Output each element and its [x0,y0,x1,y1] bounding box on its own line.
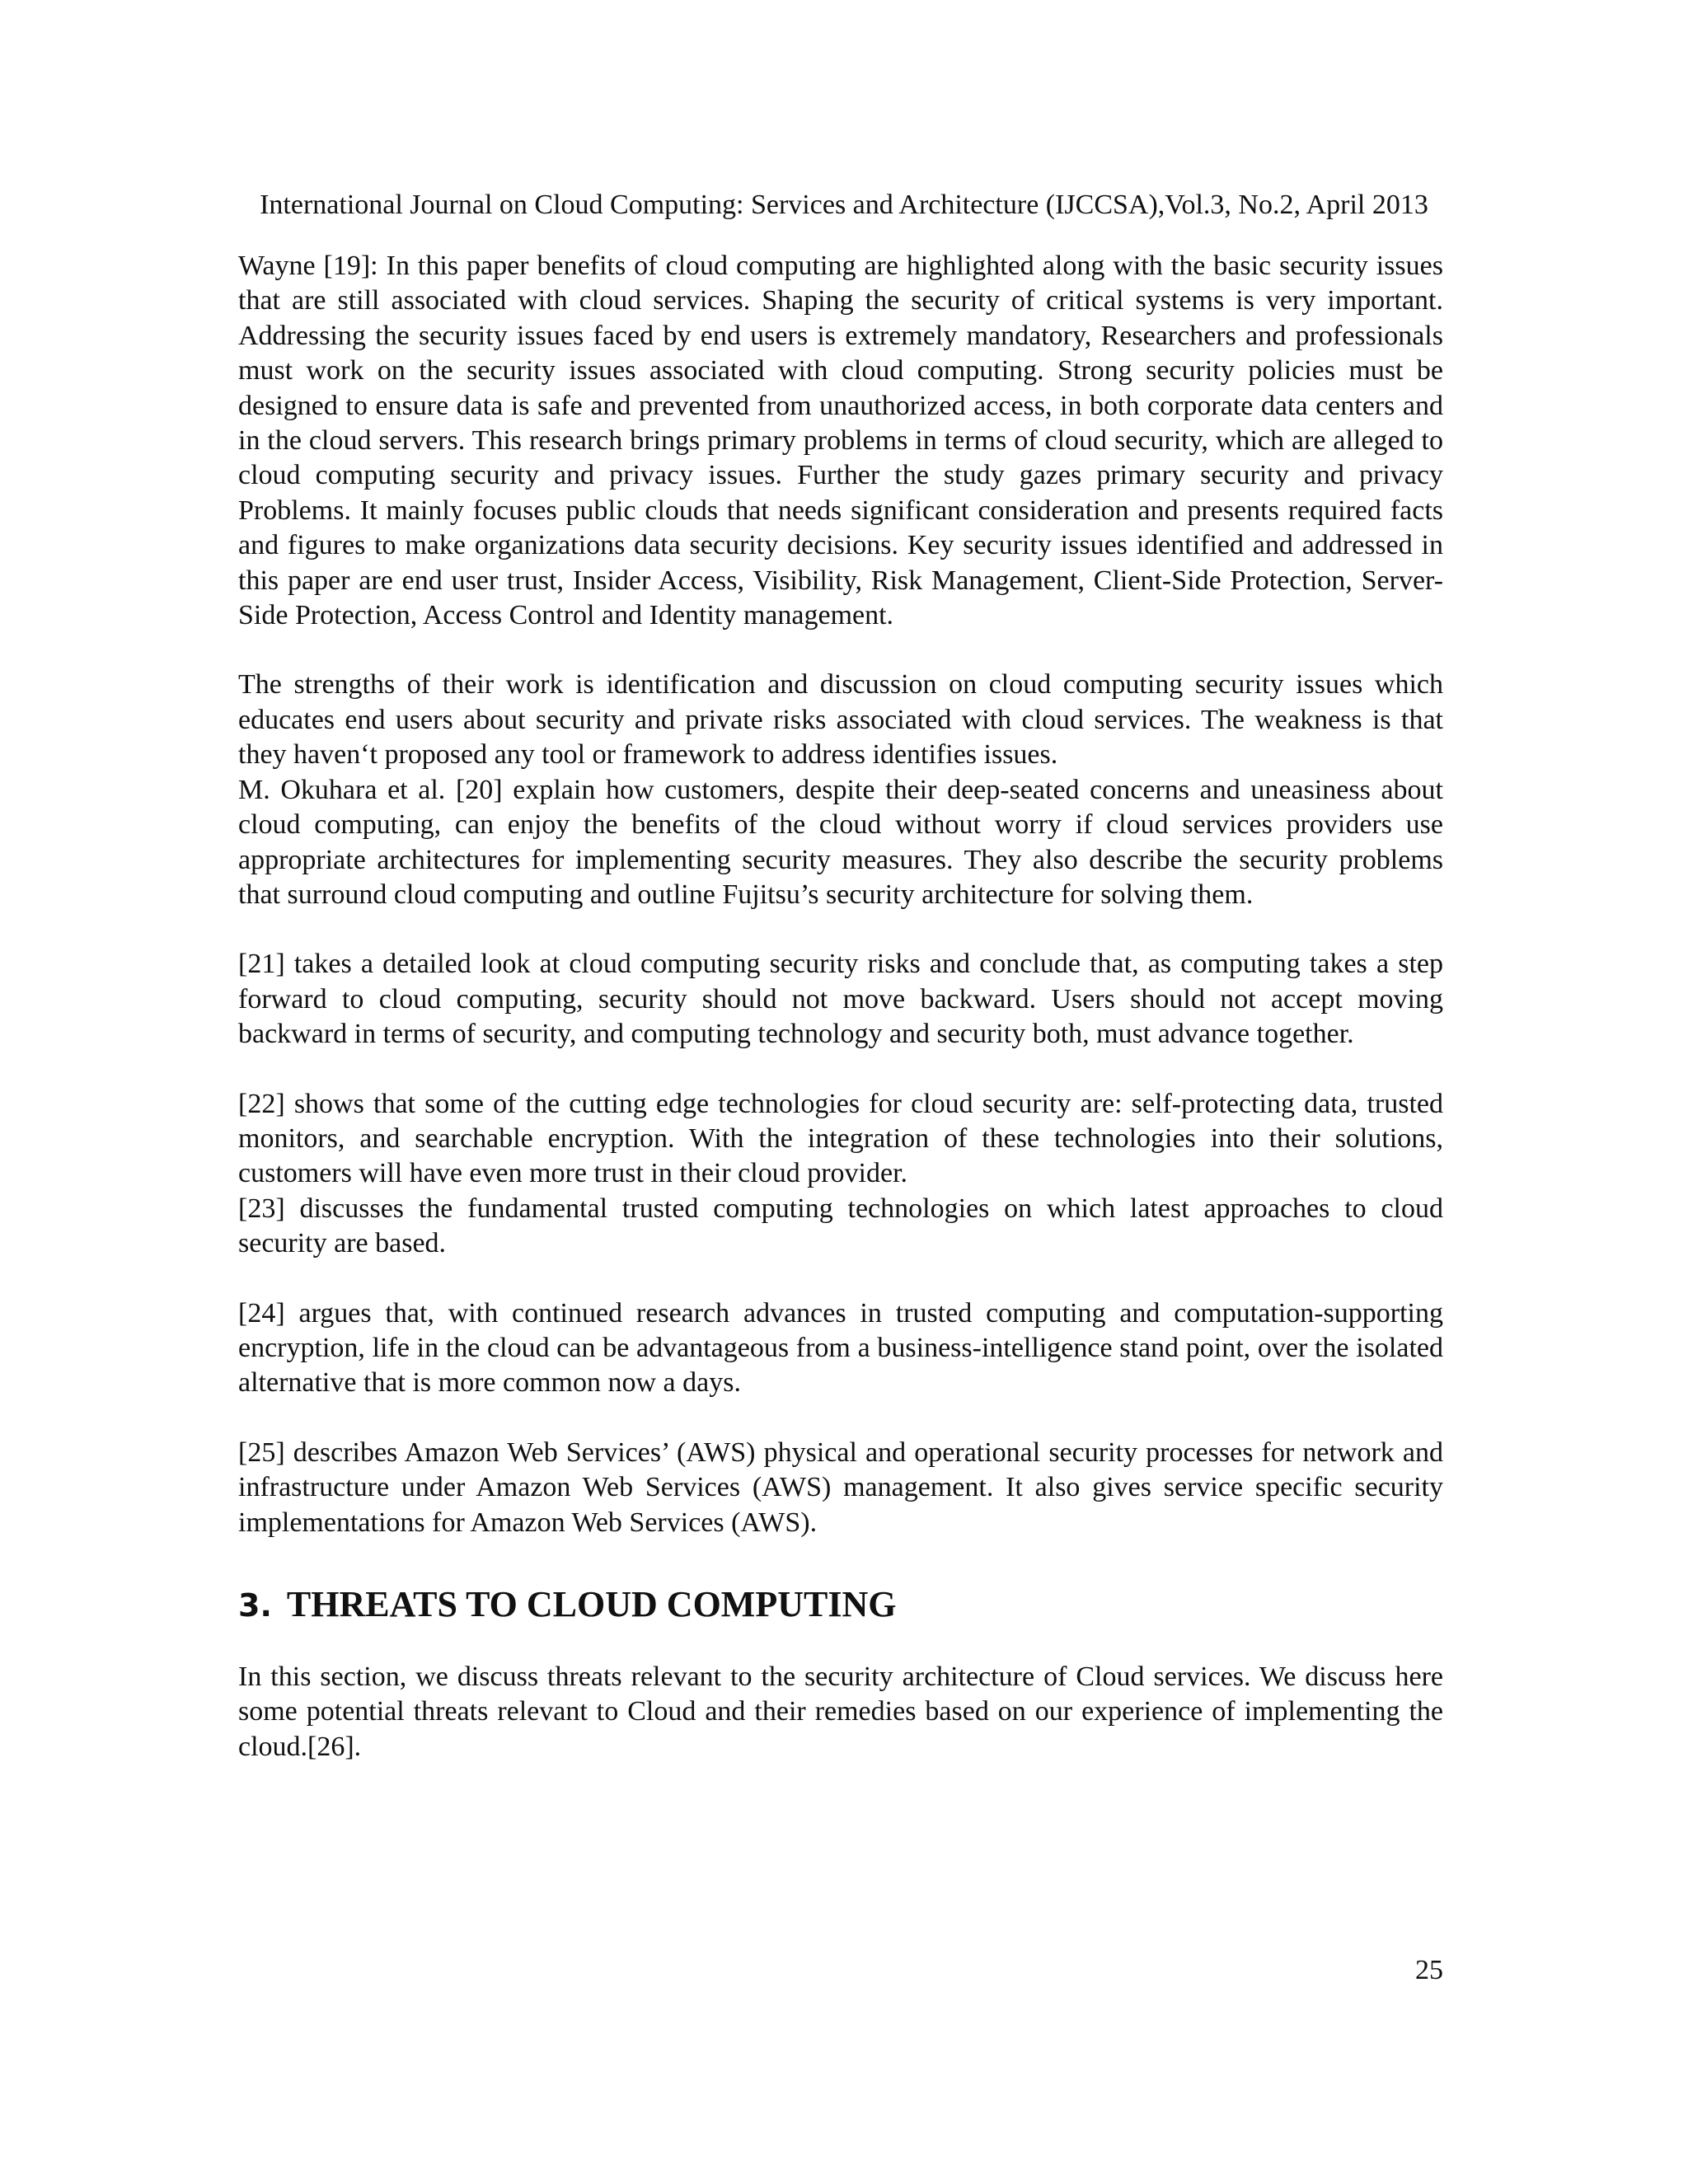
paragraph-ref-24: [24] argues that, with continued research advances in trusted computing and computation-supporting encryption, life in the cloud can be advantageous from a business-intelligence stand point, over the isolated alternative that is more common now a days. [238,1297,1443,1399]
page-number: 25 [1415,1955,1443,1985]
paragraph-section-intro: In this section, we discuss threats relevant to the security architecture of Cloud services. We discuss here some potential threats relevant to Cloud and their remedies based on our experience of implementing the cloud.[26]. [238,1661,1443,1762]
section-heading [238,1582,1443,1629]
running-header: International Journal on Cloud Computing: Services and Architecture (IJCCSA),Vol.3, No.2, April 2013 [260,190,1428,220]
paragraph-ref-21: [21] takes a detailed look at cloud computing security risks and conclude that, as computing takes a step forward to cloud computing, security should not move backward. Users should not accept moving backward in terms of security, and computing technology and security both, must advance together. [238,949,1443,1050]
article-body [238,249,1443,1765]
paragraph-ref-25: [25] describes Amazon Web Services’ (AWS) physical and operational security processes for network and infrastructure under Amazon Web Services (AWS) management. It also gives service specific security implementations for Amazon Web Services (AWS). [238,1436,1443,1538]
paragraph-okuhara: M. Okuhara et al. [20] explain how customers, despite their deep-seated concerns and uneasiness about cloud computing, can enjoy the benefits of the cloud without worry if cloud services providers use appropriate architectures for implementing security measures. They also describe the security problems that surround cloud computing and outline Fujitsu’s security architecture for solving them. [238,774,1443,910]
paragraph-ref-22: [22] shows that some of the cutting edge technologies for cloud security are: self-protecting data, trusted monitors, and searchable encryption. With the integration of these technologies into their solutions, customers will have even more trust in their cloud provider. [238,1088,1443,1189]
section-title: THREATS TO CLOUD COMPUTING [286,1584,897,1624]
section-number: 3. [238,1587,272,1624]
paragraph-wayne: Wayne [19]: In this paper benefits of cloud computing are highlighted along with the basic security issues that are still associated with cloud services. Shaping the security of critical systems is very important. Addressing the security issues faced by end users is extremely mandatory, Researchers and professionals must work on the security issues associated with cloud computing. Strong security policies must be designed to ensure data is safe and prevented from unauthorized access, in both corporate data centers and in the cloud servers. This research brings primary problems in terms of cloud security, which are alleged to cloud computing security and privacy issues. Further the study gazes primary security and privacy Problems. It mainly focuses public clouds that needs significant consideration and presents required facts and figures to make organizations data security decisions. Key security issues identified and addressed in this paper are end user trust, Insider Access, Visibility, Risk Management, Client-Side Protection, Server-Side Protection, Access Control and Identity management. [238,251,1443,631]
paragraph-ref-23: [23] discusses the fundamental trusted computing technologies on which latest approaches to cloud security are based. [238,1193,1443,1259]
paragraph-strengths: The strengths of their work is identification and discussion on cloud computing security issues which educates end users about security and private risks associated with cloud services. The weakness is that they haven‘t proposed any tool or framework to address identifies issues. [238,669,1443,771]
